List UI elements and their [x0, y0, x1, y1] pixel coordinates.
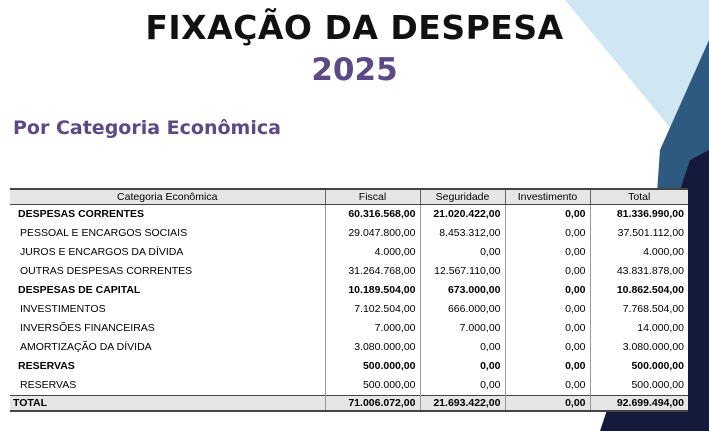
- table-row: [10, 262, 688, 281]
- category-cell: OUTRAS DESPESAS CORRENTES: [20, 265, 193, 277]
- investimento-cell: 0,00: [505, 205, 590, 225]
- grand-total-cell: 92.699.494,00: [590, 396, 688, 412]
- fiscal-cell: 3.080.000,00: [325, 338, 420, 357]
- seguridade-cell: 0,00: [420, 357, 505, 376]
- seguridade-cell: 7.000,00: [420, 319, 505, 338]
- category-cell: RESERVAS: [18, 360, 75, 372]
- investimento-cell: 0,00: [505, 262, 590, 281]
- seguridade-cell: 673.000,00: [420, 281, 505, 300]
- fiscal-cell: 31.264.768,00: [325, 262, 420, 281]
- total-cell: 500.000,00: [590, 357, 688, 376]
- table-row: [10, 205, 688, 225]
- investimento-cell: 0,00: [505, 224, 590, 243]
- total-seguridade-cell: 21.693.422,00: [420, 396, 505, 412]
- category-cell: DESPESAS DE CAPITAL: [18, 284, 141, 296]
- total-cell: 43.831.878,00: [590, 262, 688, 281]
- total-cell: 500.000,00: [590, 376, 688, 396]
- column-header: Seguridade: [420, 189, 505, 205]
- investimento-cell: 0,00: [505, 281, 590, 300]
- category-cell: DESPESAS CORRENTES: [18, 208, 145, 220]
- fiscal-cell: 60.316.568,00: [325, 205, 420, 225]
- seguridade-cell: 0,00: [420, 376, 505, 396]
- column-header: Investimento: [505, 189, 590, 205]
- total-investimento-cell: 0,00: [505, 396, 590, 412]
- table-row: [10, 300, 688, 319]
- fiscal-cell: 4.000,00: [325, 243, 420, 262]
- table-header-row: [10, 189, 688, 205]
- fiscal-cell: 500.000,00: [325, 357, 420, 376]
- category-cell: INVESTIMENTOS: [20, 303, 106, 315]
- seguridade-cell: 0,00: [420, 243, 505, 262]
- fiscal-cell: 7.102.504,00: [325, 300, 420, 319]
- seguridade-cell: 21.020.422,00: [420, 205, 505, 225]
- column-header: Fiscal: [325, 189, 420, 205]
- fiscal-cell: 10.189.504,00: [325, 281, 420, 300]
- total-cell: 14.000,00: [590, 319, 688, 338]
- total-cell: 10.862.504,00: [590, 281, 688, 300]
- table-row: [10, 357, 688, 376]
- total-cell: 3.080.000,00: [590, 338, 688, 357]
- table-row: [10, 224, 688, 243]
- table-row: [10, 376, 688, 396]
- total-label-cell: TOTAL: [10, 396, 325, 412]
- page-year: 2025: [311, 52, 398, 88]
- investimento-cell: 0,00: [505, 319, 590, 338]
- table-row: [10, 319, 688, 338]
- table-row: [10, 281, 688, 300]
- column-header: Categoria Econômica: [10, 189, 325, 205]
- category-cell: PESSOAL E ENCARGOS SOCIAIS: [20, 227, 188, 239]
- category-cell: AMORTIZAÇÃO DA DÍVIDA: [20, 341, 152, 353]
- fiscal-cell: 7.000,00: [325, 319, 420, 338]
- seguridade-cell: 0,00: [420, 338, 505, 357]
- category-cell: JUROS E ENCARGOS DA DÍVIDA: [20, 246, 184, 258]
- seguridade-cell: 12.567.110,00: [420, 262, 505, 281]
- total-row: [10, 396, 688, 412]
- seguridade-cell: 666.000,00: [420, 300, 505, 319]
- page-title: FIXAÇÃO DA DESPESA: [145, 8, 564, 47]
- expense-table: [10, 188, 688, 412]
- seguridade-cell: 8.453.312,00: [420, 224, 505, 243]
- investimento-cell: 0,00: [505, 243, 590, 262]
- total-cell: 7.768.504,00: [590, 300, 688, 319]
- table-row: [10, 243, 688, 262]
- section-subtitle: Por Categoria Econômica: [13, 117, 281, 139]
- column-header: Total: [590, 189, 688, 205]
- total-cell: 4.000,00: [590, 243, 688, 262]
- total-cell: 81.336.990,00: [590, 205, 688, 225]
- fiscal-cell: 500.000,00: [325, 376, 420, 396]
- total-cell: 37.501.112,00: [590, 224, 688, 243]
- investimento-cell: 0,00: [505, 338, 590, 357]
- total-fiscal-cell: 71.006.072,00: [325, 396, 420, 412]
- investimento-cell: 0,00: [505, 357, 590, 376]
- fiscal-cell: 29.047.800,00: [325, 224, 420, 243]
- category-cell: RESERVAS: [20, 379, 77, 391]
- category-cell: INVERSÕES FINANCEIRAS: [20, 322, 155, 334]
- table-row: [10, 338, 688, 357]
- investimento-cell: 0,00: [505, 376, 590, 396]
- investimento-cell: 0,00: [505, 300, 590, 319]
- expense-table-container: [10, 188, 688, 412]
